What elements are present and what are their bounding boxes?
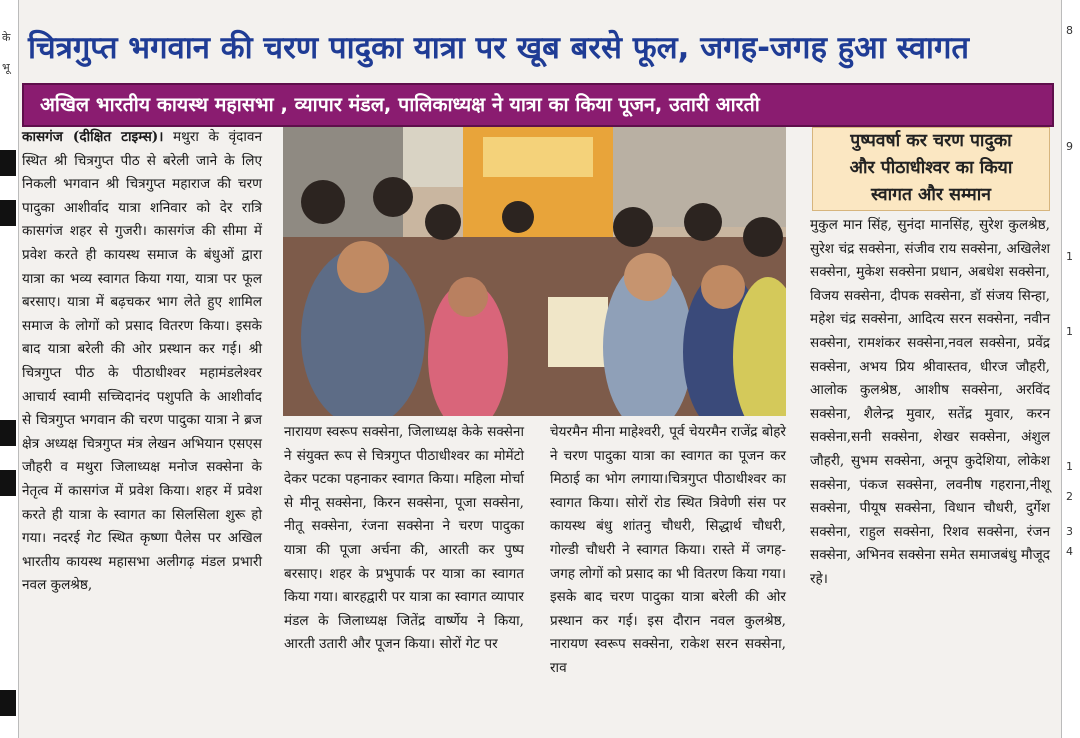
- article-column-2: नारायण स्वरूप सक्सेना, जिलाध्यक्ष केके सक्सेना ने संयुक्त रूप से चित्रगुप्त पीठाधीश्वर का मोमेंटो देकर पटका पहनाकर स्वागत किया। महिला मोर्चा से मीनू सक्सेना, किरन सक्सेना, पूजा सक्सेना, नीतू सक्सेना, रंजना सक्सेना ने चरण पादुका यात्रा की पूजा अर्चना की, आरती कर पुष्प बरसाए। शहर के प्रभुपार्क पर यात्रा का स्वागत किया गया। बारहद्वारी पर यात्रा का स्वागत व्यापार मंडल के जिलाध्यक्ष जितेंद्र वार्ष्णेय ने किया, आरती उतारी और पूजन किया। सोरों गेट पर: [284, 424, 524, 653]
- headline: चित्रगुप्त भगवान की चरण पादुका यात्रा पर खूब बरसे फूल, जगह-जगह हुआ स्वागत: [28, 30, 970, 66]
- sidebar-heading-line-3: स्वागत और सम्मान: [871, 185, 991, 205]
- sidebar-heading-line-1: पुष्पवर्षा कर चरण पादुका: [850, 131, 1012, 151]
- news-photo: [283, 127, 786, 416]
- article-column-3: चेयरमैन मीना माहेश्वरी, पूर्व चेयरमैन राजेंद्र बोहरे ने चरण पादुका यात्रा का स्वागत का पूजन कर मिठाई का भोग लगाया।चित्रगुप्त पीठाधीश्वर का स्वागत किया। सोरों रोड स्थित त्रिवेणी संस पर कायस्थ बंधु शांतनु चौधरी, सिद्धार्थ चौधरी, गोल्डी चौधरी ने स्वागत किया। रास्ते में जगह-जगह लोगों को प्रसाद का भी वितरण किया गया। इसके बाद चरण पादुका यात्रा बरेली की ओर प्रस्थान कर गई। इस दौरान नवल कुलश्रेष्ठ, नारायण स्वरूप सक्सेना, राकेश सरन सक्सेना, राव: [550, 424, 786, 676]
- photo-illustration: [283, 127, 786, 416]
- right-margin-fragment: 8 9 1 1 1 2 3 4: [1061, 0, 1080, 738]
- subheadline-banner: [22, 83, 1054, 127]
- left-margin-fragment: के भू: [0, 0, 19, 738]
- article-column-1: [22, 126, 262, 598]
- column-1-text: मथुरा के वृंदावन स्थित श्री चित्रगुप्त पीठ से बरेली जाने के लिए निकली भगवान श्री चित्रगुप्त महाराज की चरण पादुका आशीर्वाद यात्रा शनिवार को देर रात्रि कासगंज शहर से गुजरी। कासगंज की सीमा में प्रवेश करते ही कायस्थ समाज के बंधुओं द्वारा यात्रा का भव्य स्वागत किया गया, यात्रा पर फूल बरसाए। यात्रा में बढ़चकर भाग लेते हुए शामिल समाज के लोगों को प्रसाद वितरण किया। इसके बाद यात्रा बरेली की ओर प्रस्थान कर गई। श्री चित्रगुप्त पीठ के पीठाधीश्वर महामंडलेश्वर आचार्य स्वामी सच्चिदानंद पशुपति के आशीर्वाद से चित्रगुप्त भगवान की चरण पादुका यात्रा ने ब्रज क्षेत्र अध्यक्ष चित्रगुप्त मंत्र लेखन अभियान एसएस जौहरी व मथुरा जिलाध्यक्ष मनोज सक्सेना के नेतृत्व में कासगंज में प्रवेश किया। शहर में प्रवेश करते ही यात्रा के स्वागत का सिलसिला शुरू हो गया। नदरई गेट स्थित कृष्णा पैलेस पर अखिल भारतीय कायस्थ महासभा अलीगढ़ मंडल प्रभारी नवल कुलश्रेष्ठ,: [22, 129, 262, 594]
- article-column-4: मुकुल मान सिंह, सुनंदा मानसिंह, सुरेश कुलश्रेष्ठ, सुरेश चंद्र सक्सेना, संजीव राय सक्सेना, अखिलेश सक्सेना, मुकेश सक्सेना प्रधान, अबधेश सक्सेना, विजय सक्सेना, दीपक सक्सेना, डॉ संजय सिन्हा, महेश चंद्र सक्सेना, आदित्य सरन सक्सेना, नवीन सक्सेना, रामशंकर सक्सेना,नवल सक्सेना, प्रवेंद्र सक्सेना, अभय प्रिय श्रीवास्तव, धीरज जौहरी, आलोक कुलश्रेष्ठ, आशीष सक्सेना, अरविंद सक्सेना, शैलेन्द्र मुवार, सतेंद्र मुवार, करन सक्सेना,सनी सक्सेना, शेखर सक्सेना, अंशुल जौहरी, सुभम सक्सेना, अनूप कुदेशिया, लोकेश सक्सेना, पंकज सक्सेना, लवनीष गहराना,नीशू सक्सेना, पीयूष सक्सेना, विधान चौधरी, दुर्गेश सक्सेना, राहुल सक्सेना, रिशव सक्सेना, रंजन सक्सेना, अभिनव सक्सेना समेत समाजबंधु मौजूद रहे।: [810, 217, 1050, 587]
- sidebar-heading: [812, 127, 1050, 211]
- dateline: कासगंज (दीक्षित टाइम्स)।: [22, 129, 164, 145]
- sidebar-heading-line-2: और पीठाधीश्वर का किया: [849, 158, 1013, 178]
- subheadline: अखिल भारतीय कायस्थ महासभा , व्यापार मंडल, पालिकाध्यक्ष ने यात्रा का किया पूजन, उतारी आरती: [40, 93, 760, 116]
